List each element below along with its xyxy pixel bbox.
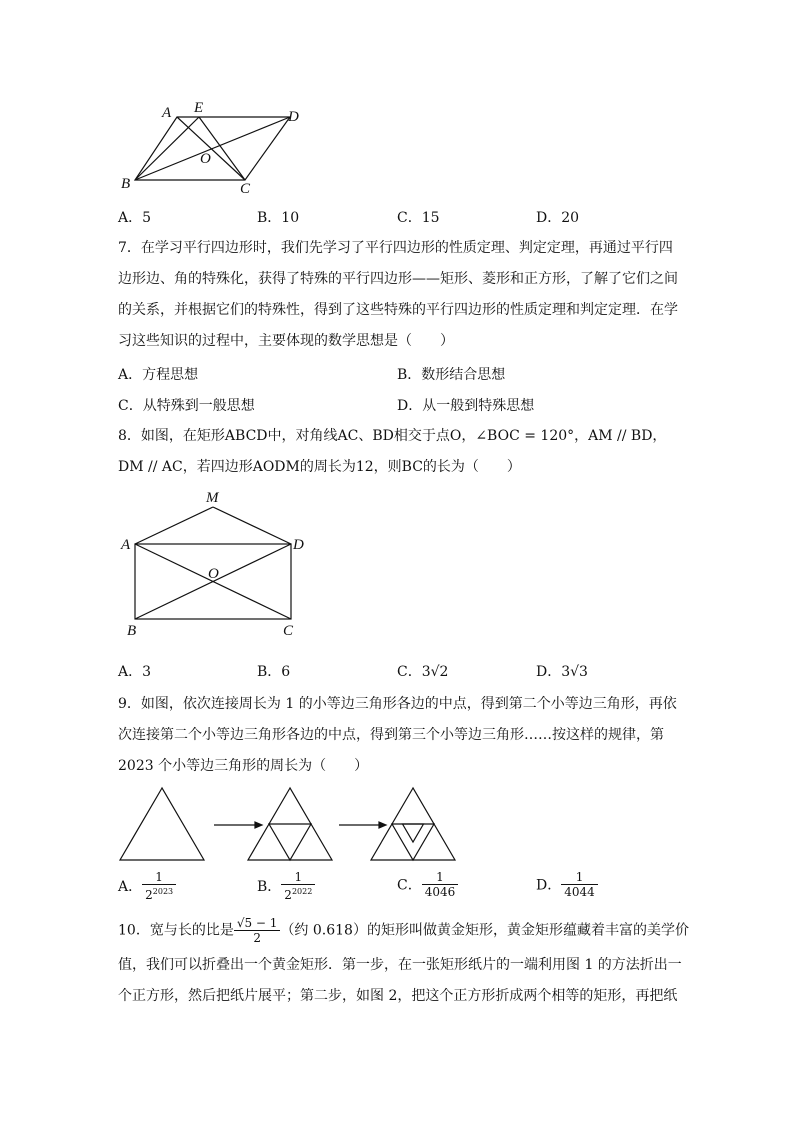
q9-option-c-label: C． [397, 877, 422, 894]
label-A: A [121, 537, 131, 553]
q8-option-b[interactable]: B．6 [257, 664, 291, 680]
q9-option-a[interactable] [118, 870, 176, 902]
q7-option-d[interactable]: D．从一般到特殊思想 [397, 398, 535, 414]
q9-option-c[interactable] [397, 870, 458, 899]
q9-line-2: 次连接第二个小等边三角形各边的中点，得到第三个小等边三角形……按这样的规律，第 [118, 727, 664, 743]
q9-option-d-fraction: $\frac{1}{4044}$ [561, 870, 598, 899]
q7-option-c[interactable]: C．从特殊到一般思想 [118, 398, 255, 414]
q6-option-c[interactable]: C．15 [397, 210, 440, 226]
label-A: A [162, 105, 172, 121]
parallelogram-figure [110, 95, 310, 200]
q7-option-b[interactable]: B．数形结合思想 [397, 367, 506, 383]
label-C: C [240, 181, 251, 197]
q9-option-b-label: B． [257, 879, 282, 895]
q8-option-c[interactable]: C．3√2 [397, 664, 449, 680]
label-B: B [121, 176, 131, 192]
label-O: O [208, 566, 219, 582]
q9-option-d[interactable] [536, 870, 598, 899]
q6-option-a[interactable]: A．5 [118, 210, 152, 226]
label-D: D [288, 109, 299, 125]
q7-line-2: 边形边、角的特殊化，获得了特殊的平行四边形——矩形、菱形和正方形，了解了它们之间 [118, 271, 678, 287]
label-O: O [200, 151, 211, 167]
q7-option-a[interactable]: A．方程思想 [118, 367, 199, 383]
q10-line-1: 10．宽与长的比是 $\frac{√5 - 1}{2}$ （约 0.618）的矩形叫做黄金矩形，黄金矩形蕴藏着丰富的美学价 [118, 916, 689, 945]
label-M: M [206, 490, 219, 506]
q8-option-d[interactable]: D．3√3 [536, 664, 588, 680]
label-E: E [194, 100, 204, 116]
q9-option-b[interactable] [257, 870, 315, 902]
q10-line-2: 值，我们可以折叠出一个黄金矩形．第一步，在一张矩形纸片的一端利用图 1 的方法折出一 [118, 957, 682, 973]
q8-line-2: DM // AC，若四边形AODM的周长为12，则BC的长为（ ） [118, 459, 521, 475]
q7-line-1: 7．在学习平行四边形时，我们先学习了平行四边形的性质定理、判定定理，再通过平行四 [118, 240, 673, 256]
q8-line-1: 8．如图，在矩形ABCD中，对角线AC、BD相交于点O，∠BOC = 120°，AM // BD， [118, 428, 667, 444]
q9-line-3: 2023 个小等边三角形的周长为（ ） [118, 758, 369, 774]
label-C: C [283, 623, 294, 639]
q7-line-4: 习这些知识的过程中，主要体现的数学思想是（ ） [118, 333, 454, 349]
q8-option-a[interactable]: A．3 [118, 664, 152, 680]
q9-option-a-fraction: $\frac{1}{2^{2023}}$ [142, 870, 176, 902]
q6-option-d[interactable]: D．20 [536, 210, 580, 226]
q9-option-d-label: D． [536, 877, 562, 894]
q9-line-1: 9．如图，依次连接周长为 1 的小等边三角形各边的中点，得到第二个小等边三角形，再依 [118, 696, 677, 712]
q9-option-c-fraction: $\frac{1}{4046}$ [422, 870, 459, 899]
q10-line-3: 个正方形，然后把纸片展平；第二步，如图 2，把这个正方形折成两个相等的矩形，再把纸 [118, 988, 678, 1004]
q9-option-a-label: A． [118, 879, 143, 895]
label-B: B [127, 623, 137, 639]
label-D: D [293, 537, 304, 553]
triangles-sequence-figure [115, 780, 465, 865]
q9-option-b-fraction: $\frac{1}{2^{2022}}$ [281, 870, 315, 902]
q7-line-3: 的关系，并根据它们的特殊性，得到了这些特殊的平行四边形的性质定理和判定定理．在学 [118, 302, 678, 318]
rectangle-figure [115, 485, 315, 645]
q6-option-b[interactable]: B．10 [257, 210, 300, 226]
q10-golden-ratio-fraction: $\frac{√5 - 1}{2}$ [234, 916, 281, 945]
